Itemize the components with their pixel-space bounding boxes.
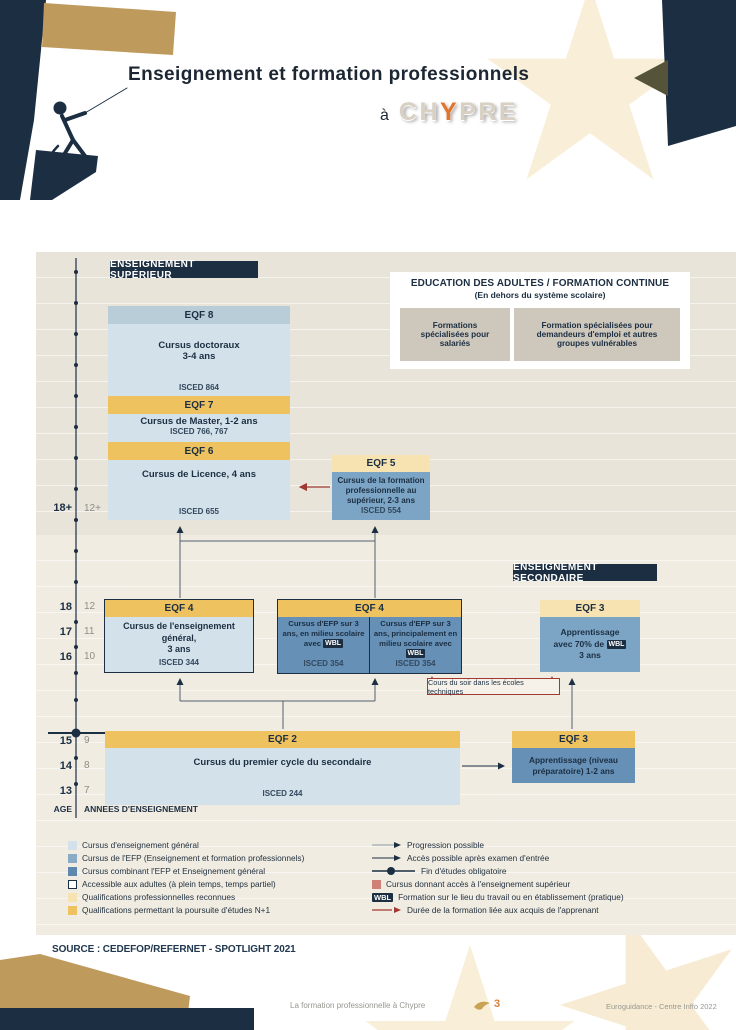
eqf4-efp-level: EQF 4 <box>278 600 461 617</box>
eqf2-level: EQF 2 <box>105 731 460 748</box>
swatch-dark-blue <box>68 867 77 876</box>
duration-arrow-icon <box>372 906 402 914</box>
legend-item: Accessible aux adultes (à plein temps, temps partiel) <box>68 879 276 889</box>
wbl-badge: WBL <box>374 892 392 902</box>
header-enseignement-secondaire: ENSEIGNEMENT SECONDAIRE <box>513 564 657 581</box>
legend-item: Cursus combinant l'EFP et Enseignement général <box>68 866 265 876</box>
eqf4-efp-school-isced: ISCED 354 <box>303 658 344 668</box>
legend-item: Progression possible <box>372 840 484 850</box>
eqf3-apprenticeship-duration: 3 ans <box>579 650 601 661</box>
eqf8-isced: ISCED 864 <box>178 383 220 392</box>
eqf6-level: EQF 6 <box>108 442 290 460</box>
evening-classes-note: Cours du soir dans les écoles techniques <box>427 678 560 695</box>
legend-item: Accès possible après examen d'entrée <box>372 853 549 863</box>
eqf4-efp-mainly-school-isced: ISCED 354 <box>395 658 436 668</box>
eqf5-block <box>332 455 430 520</box>
page-subtitle <box>380 98 518 127</box>
swatch-light-blue <box>68 841 77 850</box>
footer-logo-icon <box>474 999 490 1011</box>
year-label: 8 <box>84 760 90 771</box>
year-12plus: 12+ <box>84 503 101 514</box>
age-label: 18 <box>59 601 72 613</box>
eqf4-efp-block <box>278 600 461 673</box>
eqf3-apprenticeship-line1: Apprentissage <box>560 627 620 638</box>
eqf8-duration: 3-4 ans <box>182 351 216 362</box>
eqf4-efp-school: Cursus d'EFP sur 3 ans, en milieu scolaire avec WBL ISCED 354 <box>278 617 370 673</box>
subtitle-prefix: à <box>380 107 389 124</box>
eqf4-efp-mainly-school: Cursus d'EFP sur 3 ans, principalement en milieu scolaire avec WBL ISCED 354 <box>370 617 461 673</box>
legend-item: Qualifications permettant la poursuite d'études N+1 <box>68 905 270 915</box>
page-number: 3 <box>494 998 501 1010</box>
corner-bottom-left <box>0 954 254 1030</box>
swatch-pale-yellow <box>68 893 77 902</box>
eqf2-isced: ISCED 244 <box>262 789 303 798</box>
footer-left: La formation professionnelle à Chypre <box>290 1001 426 1010</box>
eqf8-title: Cursus doctoraux <box>158 340 240 351</box>
page-title: Enseignement et formation professionnels <box>128 64 530 85</box>
eqf4-general-duration: 3 ans <box>167 644 191 655</box>
legend-item: Fin d'études obligatoire <box>372 866 507 876</box>
year-label: 12 <box>84 601 96 612</box>
legend-item: Cursus de l'EFP (Enseignement et formation professionnels) <box>68 853 304 863</box>
adult-education-title: EDUCATION DES ADULTES / FORMATION CONTINUE <box>410 278 670 289</box>
climber-icon <box>48 88 127 162</box>
swatch-mid-blue <box>68 854 77 863</box>
years-axis-title: ANNEES D'ENSEIGNEMENT <box>84 804 198 814</box>
eqf6-block <box>108 442 290 520</box>
eqf2-title: Cursus du premier cycle du secondaire <box>193 757 372 768</box>
eqf7-block <box>108 396 290 442</box>
year-label: 11 <box>84 626 95 637</box>
corner-top-left <box>0 0 176 200</box>
source-line: SOURCE : CEDEFOP/REFERNET - SPOTLIGHT 2021 <box>52 944 296 955</box>
eqf6-isced: ISCED 655 <box>178 507 220 516</box>
eqf5-isced: ISCED 554 <box>360 506 402 516</box>
age-label: 17 <box>59 626 72 638</box>
swatch-orange-yellow <box>68 906 77 915</box>
adult-education-box2: Formation spécialisées pour demandeurs d'emploi et autres groupes vulnérables <box>514 308 680 361</box>
wbl-badge: WBL <box>608 640 625 648</box>
eqf4-general-level: EQF 4 <box>105 600 253 617</box>
eqf8-level: EQF 8 <box>108 306 290 324</box>
year-label: 7 <box>84 785 90 796</box>
eqf3-prep-level: EQF 3 <box>512 731 635 748</box>
eqf5-level: EQF 5 <box>332 455 430 472</box>
eqf8-block <box>108 306 290 396</box>
swatch-adult-border <box>68 880 77 889</box>
adult-education-subtitle: (En dehors du système scolaire) <box>474 290 606 300</box>
entrance-exam-arrow-icon <box>372 854 402 862</box>
legend-item: WBL Formation sur le lieu du travail ou en établissement (pratique) <box>374 892 624 902</box>
year-label: 10 <box>84 651 96 662</box>
eqf3-prep-title: Apprentissage (niveau préparatoire) 1-2 ans <box>512 748 635 783</box>
eqf4-general-isced: ISCED 344 <box>158 657 200 667</box>
eqf7-isced: ISCED 766, 767 <box>170 427 228 436</box>
adult-education-box <box>390 272 690 369</box>
corner-top-right <box>634 0 736 146</box>
age-label: 15 <box>59 735 72 747</box>
age-18plus: 18+ <box>53 502 72 514</box>
legend-item: Durée de la formation liée aux acquis de l'apprenant <box>372 905 599 915</box>
progression-arrow-icon <box>372 841 402 849</box>
eqf7-title: Cursus de Master, 1-2 ans <box>140 416 258 427</box>
age-label: 14 <box>59 760 72 772</box>
wbl-badge: WBL <box>407 650 424 657</box>
eqf4-general-title: Cursus de l'enseignement général, <box>123 621 235 643</box>
eqf2-block <box>105 731 460 805</box>
adult-education-box1: Formations spécialisées pour salariés <box>400 308 510 361</box>
eqf3-apprenticeship-block: EQF 3 Apprentissage avec 70% de WBL 3 ans <box>540 600 640 672</box>
header-enseignement-superieur: ENSEIGNEMENT SUPÉRIEUR <box>110 261 258 278</box>
age-label: 16 <box>59 651 72 663</box>
swatch-access-higher <box>372 880 381 889</box>
eqf3-apprenticeship-level: EQF 3 <box>540 600 640 617</box>
footer-right: Euroguidance - Centre Inffo 2022 <box>606 1002 717 1011</box>
wbl-badge: WBL <box>325 640 342 647</box>
eqf6-title: Cursus de Licence, 4 ans <box>141 469 257 480</box>
eqf5-title: Cursus de la formation professionnelle au supérieur, 2-3 ans <box>337 475 425 505</box>
end-compulsory-icon <box>372 866 416 876</box>
age-axis-title: AGE <box>53 804 72 814</box>
eqf4-general-block <box>105 600 253 672</box>
legend-item: Cursus d'enseignement général <box>68 840 199 850</box>
rope-line <box>85 88 127 113</box>
year-label: 9 <box>84 735 90 746</box>
legend-item: Qualifications professionnelles reconnues <box>68 892 235 902</box>
legend-item: Cursus donnant accès à l'enseignement supérieur <box>372 879 570 889</box>
country-wordmark: CHYPRE <box>398 98 519 126</box>
star-bottom-center-icon <box>365 945 574 1030</box>
eqf3-prep-block <box>512 731 635 783</box>
eqf7-level: EQF 7 <box>108 396 290 414</box>
age-label: 13 <box>59 785 72 797</box>
